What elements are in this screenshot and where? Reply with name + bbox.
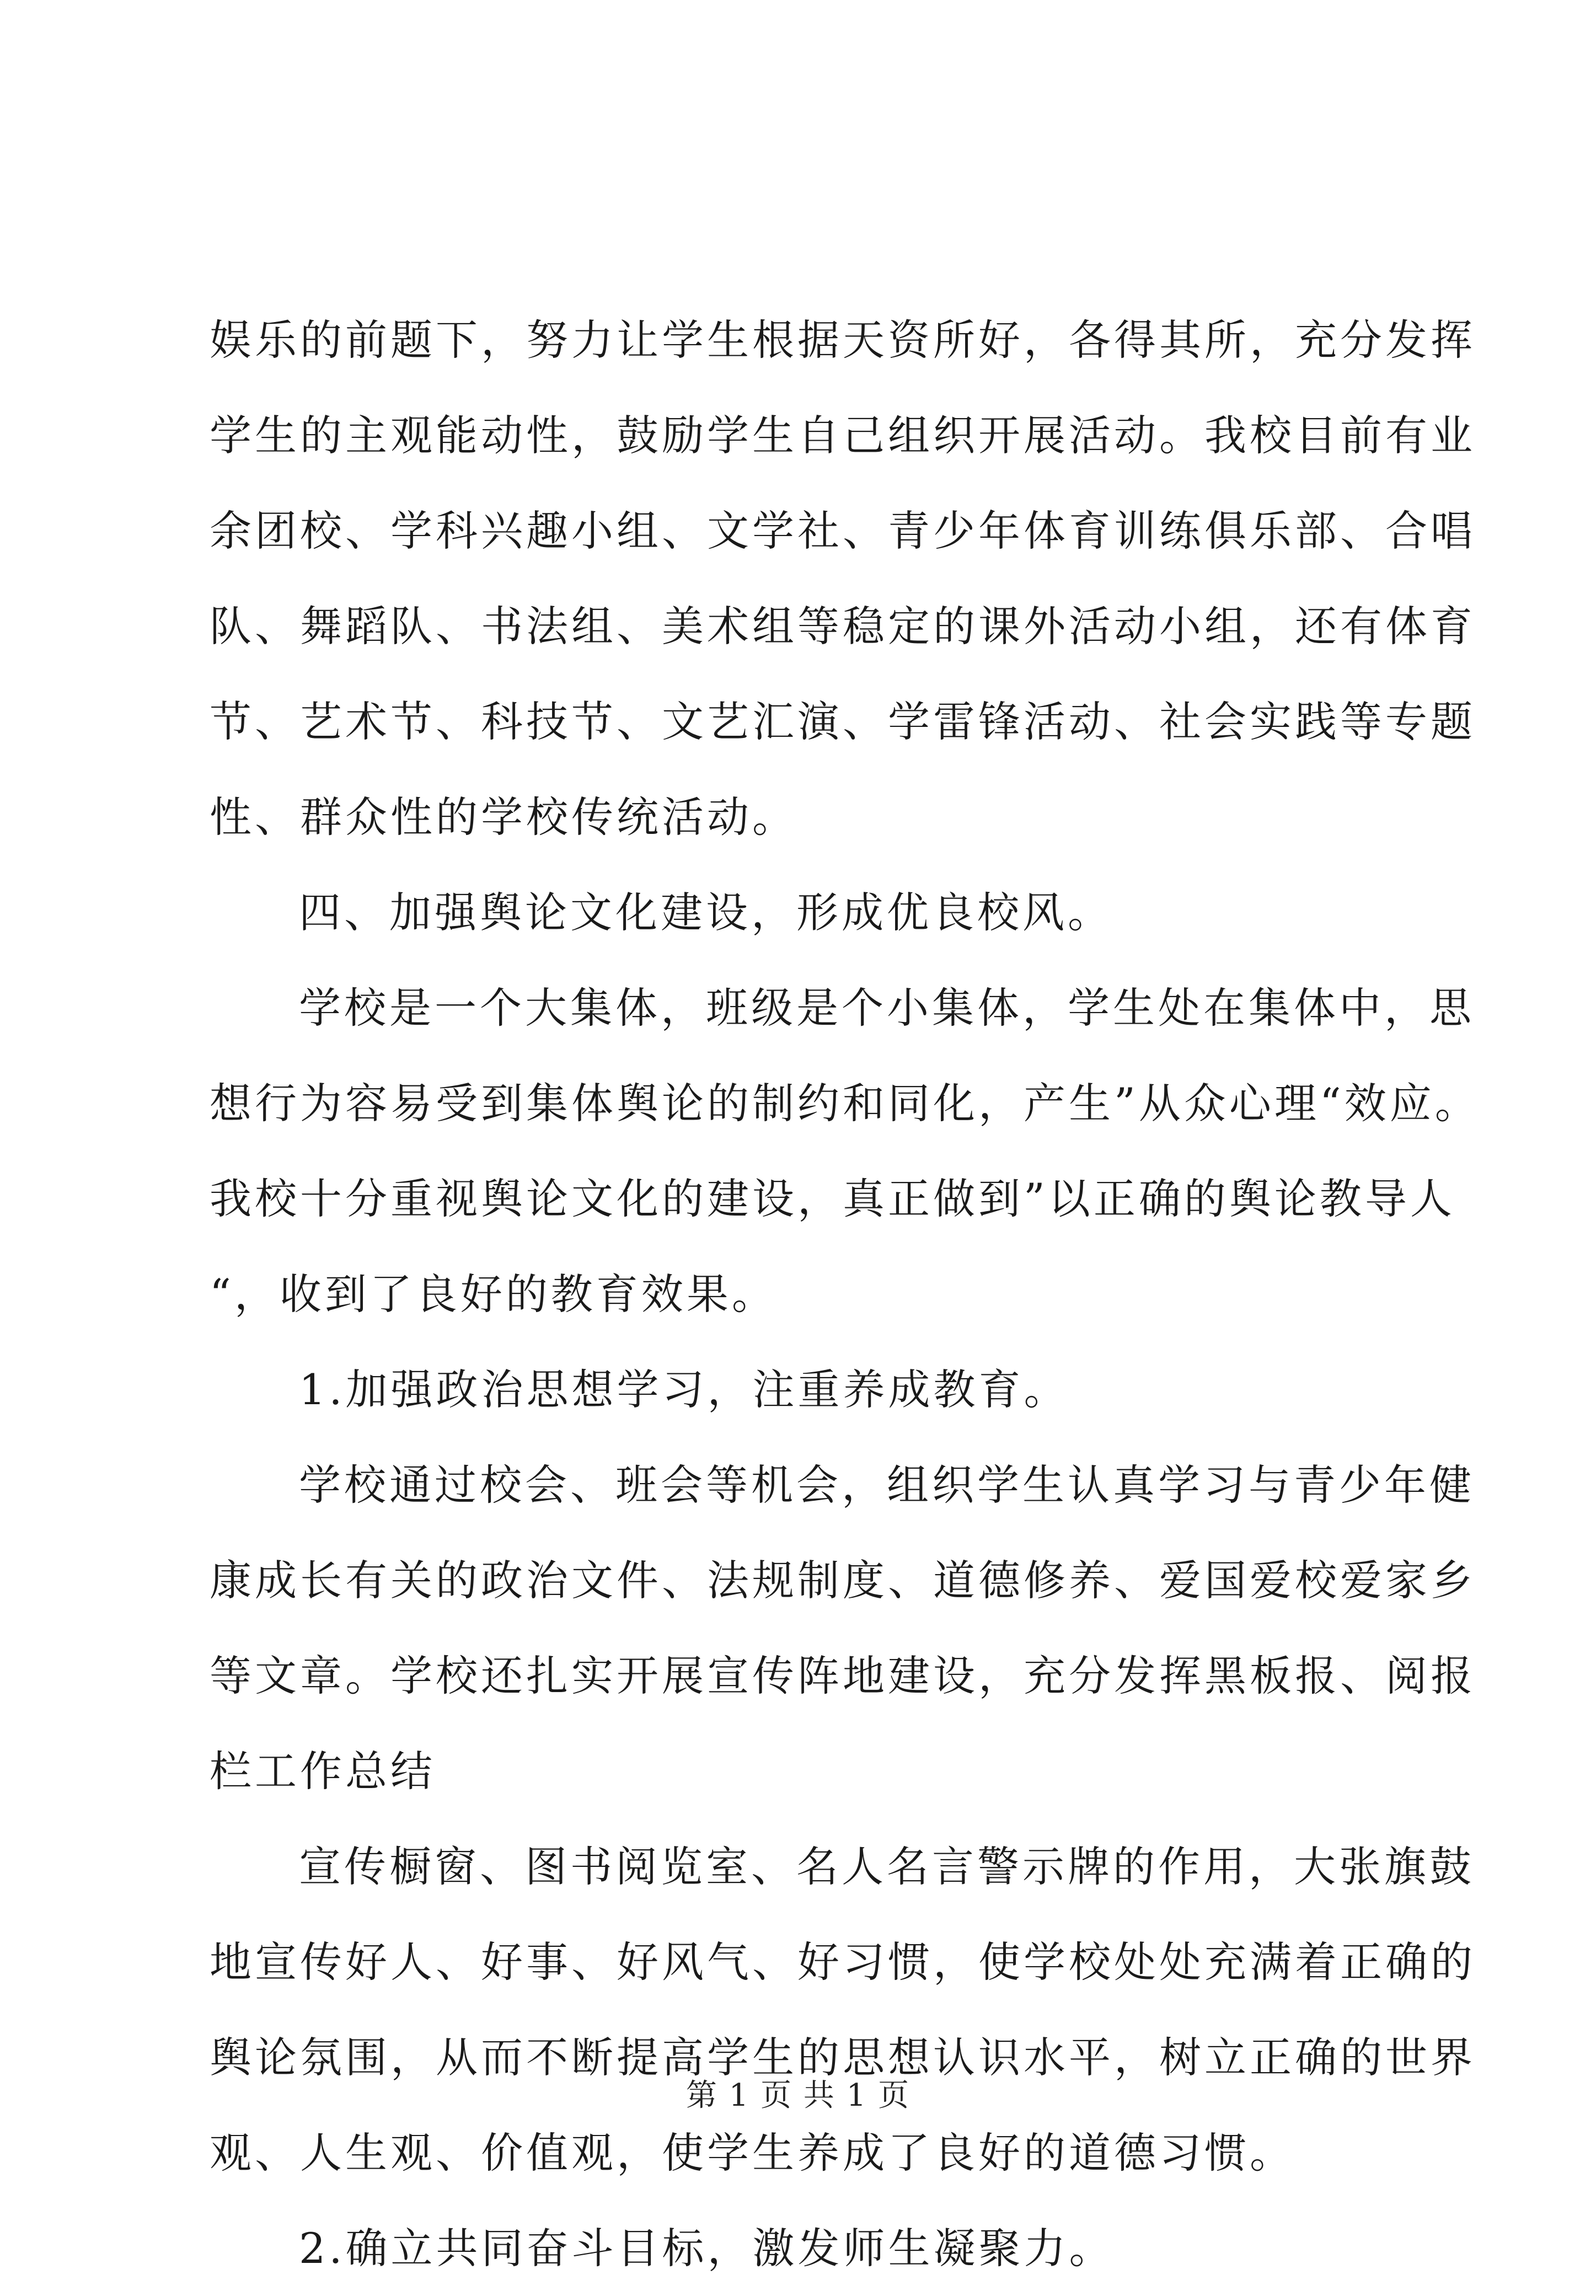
- text-line: 宣传橱窗、图书阅览室、名人名言警示牌的作用，大张旗鼓: [299, 1842, 1475, 1891]
- text-line: 性、群众性的学校传统活动。: [210, 793, 797, 842]
- text-line: 学校是一个大集体，班级是个小集体，学生处在集体中，思: [299, 983, 1475, 1032]
- text-line: 2.确立共同奋斗目标，激发师生凝聚力。: [299, 2224, 1115, 2273]
- text-line: 四、加强舆论文化建设，形成优良校风。: [299, 888, 1113, 937]
- text-line: 我校十分重视舆论文化的建设，真正做到”以正确的舆论教导人: [210, 1174, 1455, 1223]
- text-line: 等文章。学校还扎实开展宣传阵地建设，充分发挥黑板报、阅报: [210, 1651, 1476, 1700]
- text-line: 舆论氛围，从而不断提高学生的思想认识水平，树立正确的世界: [210, 2033, 1476, 2082]
- text-line: 1.加强政治思想学习，注重养成教育。: [299, 1365, 1069, 1414]
- text-line: 栏工作总结: [210, 1747, 436, 1796]
- text-line: 观、人生观、价值观，使学生养成了良好的道德习惯。: [210, 2128, 1295, 2177]
- text-line: 学生的主观能动性，鼓励学生自己组织开展活动。我校目前有业: [210, 411, 1476, 460]
- text-line: 余团校、学科兴趣小组、文学社、青少年体育训练俱乐部、合唱: [210, 506, 1476, 555]
- text-line: 学校通过校会、班会等机会，组织学生认真学习与青少年健: [299, 1460, 1475, 1510]
- text-line: 康成长有关的政治文件、法规制度、道德修养、爱国爱校爱家乡: [210, 1556, 1476, 1605]
- text-line: “，收到了良好的教育效果。: [210, 1270, 777, 1319]
- text-line: 节、艺术节、科技节、文艺汇演、学雷锋活动、社会实践等专题: [210, 697, 1476, 746]
- document-body: [210, 292, 1480, 2296]
- text-line: 想行为容易受到集体舆论的制约和同化，产生”从众心理“效应。: [210, 1079, 1480, 1128]
- text-line: 队、舞蹈队、书法组、美术组等稳定的课外活动小组，还有体育: [210, 602, 1476, 651]
- text-line: 娱乐的前题下，努力让学生根据天资所好，各得其所，充分发挥: [210, 315, 1476, 365]
- text-line: 地宣传好人、好事、好风气、好习惯，使学校处处充满着正确的: [210, 1938, 1476, 1987]
- page-footer: 第 1 页 共 1 页: [685, 2078, 911, 2113]
